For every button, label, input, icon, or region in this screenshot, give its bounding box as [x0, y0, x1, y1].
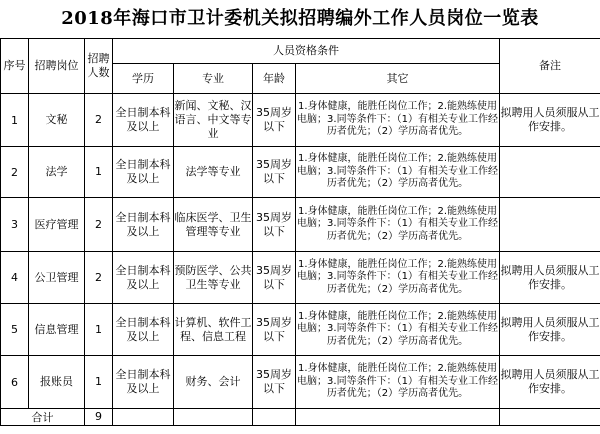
header-major: 专业	[174, 64, 253, 94]
row-age: 35周岁以下	[253, 94, 296, 147]
table-row	[1, 304, 600, 356]
row-education: 全日制本科及以上	[113, 304, 174, 356]
row-remark: 拟聘用人员须服从工作安排。	[500, 94, 600, 147]
header-age: 年龄	[253, 64, 296, 94]
row-other: 1.身体健康，能胜任岗位工作；2.能熟练使用电脑；3.同等条件下：（1）有相关专业工作经历者优先；（2）学历高者优先。	[296, 356, 500, 409]
table-row	[1, 94, 600, 147]
row-remark	[500, 198, 600, 252]
row-count: 2	[85, 94, 113, 147]
row-count: 1	[85, 356, 113, 409]
row-age: 35周岁以下	[253, 252, 296, 304]
row-seq: 6	[1, 356, 29, 409]
row-remark: 拟聘用人员须服从工作安排。	[500, 304, 600, 356]
row-remark: 拟聘用人员须服从工作安排。	[500, 252, 600, 304]
header-other: 其它	[296, 64, 500, 94]
row-major: 计算机、软件工程、信息工程	[174, 304, 253, 356]
total-label: 合计	[1, 409, 85, 426]
total-empty	[174, 409, 253, 426]
total-row	[1, 409, 600, 426]
row-count: 1	[85, 147, 113, 198]
positions-table	[0, 38, 600, 426]
row-seq: 1	[1, 94, 29, 147]
table-row	[1, 147, 600, 198]
header-education: 学历	[113, 64, 174, 94]
row-age: 35周岁以下	[253, 304, 296, 356]
row-remark	[500, 147, 600, 198]
row-position: 文秘	[29, 94, 85, 147]
table-row	[1, 252, 600, 304]
header-position: 招聘岗位	[29, 39, 85, 94]
header-qualifications: 人员资格条件	[113, 39, 500, 64]
total-count: 9	[85, 409, 113, 426]
row-other: 1.身体健康，能胜任岗位工作；2.能熟练使用电脑；3.同等条件下：（1）有相关专业工作经历者优先；（2）学历高者优先。	[296, 198, 500, 252]
header-remark: 备注	[500, 39, 600, 94]
row-major: 财务、会计	[174, 356, 253, 409]
row-major: 新闻、文秘、汉语言、中文等专业	[174, 94, 253, 147]
row-major: 法学等专业	[174, 147, 253, 198]
row-seq: 5	[1, 304, 29, 356]
row-position: 信息管理	[29, 304, 85, 356]
total-empty	[253, 409, 296, 426]
total-empty	[500, 409, 600, 426]
row-education: 全日制本科及以上	[113, 198, 174, 252]
header-seq: 序号	[1, 39, 29, 94]
row-seq: 4	[1, 252, 29, 304]
row-count: 2	[85, 252, 113, 304]
row-seq: 3	[1, 198, 29, 252]
table-title: 2018年海口市卫计委机关拟招聘编外工作人员岗位一览表	[61, 8, 539, 29]
row-position: 医疗管理	[29, 198, 85, 252]
row-other: 1.身体健康，能胜任岗位工作；2.能熟练使用电脑；3.同等条件下：（1）有相关专业工作经历者优先；（2）学历高者优先。	[296, 94, 500, 147]
row-position: 法学	[29, 147, 85, 198]
row-count: 1	[85, 304, 113, 356]
row-position: 公卫管理	[29, 252, 85, 304]
row-education: 全日制本科及以上	[113, 147, 174, 198]
row-age: 35周岁以下	[253, 198, 296, 252]
total-empty	[296, 409, 500, 426]
header-count: 招聘人数	[85, 39, 113, 94]
row-count: 2	[85, 198, 113, 252]
row-education: 全日制本科及以上	[113, 356, 174, 409]
table-row	[1, 356, 600, 409]
row-other: 1.身体健康，能胜任岗位工作；2.能熟练使用电脑；3.同等条件下：（1）有相关专业工作经历者优先；（2）学历高者优先。	[296, 252, 500, 304]
row-seq: 2	[1, 147, 29, 198]
row-age: 35周岁以下	[253, 356, 296, 409]
row-education: 全日制本科及以上	[113, 252, 174, 304]
row-age: 35周岁以下	[253, 147, 296, 198]
row-position: 报账员	[29, 356, 85, 409]
row-remark: 拟聘用人员须服从工作安排。	[500, 356, 600, 409]
total-empty	[113, 409, 174, 426]
row-major: 预防医学、公共卫生等专业	[174, 252, 253, 304]
row-other: 1.身体健康，能胜任岗位工作；2.能熟练使用电脑；3.同等条件下：（1）有相关专业工作经历者优先；（2）学历高者优先。	[296, 147, 500, 198]
row-education: 全日制本科及以上	[113, 94, 174, 147]
table-row	[1, 198, 600, 252]
row-major: 临床医学、卫生管理等专业	[174, 198, 253, 252]
row-other: 1.身体健康，能胜任岗位工作；2.能熟练使用电脑；3.同等条件下：（1）有相关专业工作经历者优先；（2）学历高者优先。	[296, 304, 500, 356]
